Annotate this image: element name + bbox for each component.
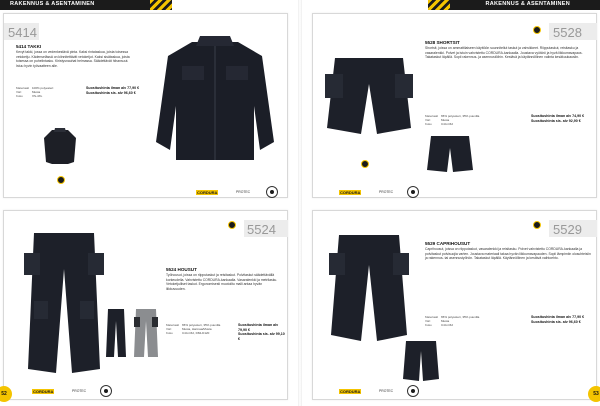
protec-logo: PROTEC: [72, 389, 87, 393]
header-stripe-left: [150, 0, 172, 10]
page-number-left: 52: [0, 386, 12, 402]
product-price: Suositushinta ilman alv 79,90 € Suositushinta sis. alv 99,10 €: [238, 323, 285, 341]
product-description: Shortsit, joissa on ammattilaiseen käyttöön suunnitellut taskut ja vahvikkeet. Riipputaskut, reisitasku ja vasaralenkki. Polvet ja istuin vahvistettu CORDURA-kankaalla. Joustava vyötärö ja hyvä liikkumavapaus. Takataskut läpällä. Sopii rakennus- ja asennustöihin. Kestävä ja käytännöllinen valinta kesäkuukausiin.: [425, 46, 583, 60]
shorts-back-image: [425, 134, 475, 174]
jacket-front-image: [152, 32, 278, 164]
protec-logo: PROTEC: [379, 389, 394, 393]
product-description: Caprihousut, joissa on riipputaskut, vasaralenkki ja reisitasku. Polvet vahvistettu CORDURA-kankaalla ja polvitaskut polvisuojia varten. Joustava materiaali takaa hyvän liikkumavapauden. Sopii lämpimiin olosuhteisiin ja rakennus- tai asennustyöhön. Takataskut läpällä. Käytännöllinen ja kestävä vaihtoehto.: [425, 247, 591, 261]
product-number: 5414: [8, 25, 37, 40]
cordura-logo: CORDURA: [197, 190, 218, 195]
protec-logo: PROTEC: [236, 190, 251, 194]
product-description: Työhousut, joissa on riipputaskut ja reisitaskut. Polvitaskut säädettävällä korkeudella. Vahvistettu CORDURA-kankaalla. Vasaralenkki ja metrilasku. Vetoketjulliset taskut. Ergonomisesti muotoiltu malli antaa hyvän liikkuvuuden.: [166, 273, 278, 291]
jacket-back-image: [42, 126, 78, 166]
shorts-front-image: [323, 54, 415, 136]
product-card-5414: [3, 13, 288, 198]
section-title-left: RAKENNUS & ASENTAMINEN: [10, 1, 95, 7]
product-price: Suositushinta ilman alv 77,90 € Suositushinta sis. alv 96,60 €: [531, 315, 585, 324]
certification-badge: [228, 221, 236, 229]
right-page: [302, 0, 600, 406]
product-specs: Materiaali 65% polyesteri, 35% puuvilla Väri Musta Koko C44-C62: [425, 114, 480, 126]
product-number-bar: [549, 23, 597, 40]
product-specs: Materiaali 65% polyesteri, 35% puuvilla Väri Musta Koko C44-C62: [425, 315, 480, 327]
product-card-5528: [312, 13, 597, 198]
product-number: 5529: [553, 222, 582, 237]
left-page: [0, 0, 298, 406]
section-title-right: RAKENNUS & ASENTAMINEN: [485, 1, 570, 7]
cordura-logo: CORDURA: [340, 389, 361, 394]
product-name: 5524 HOUSUT: [166, 267, 197, 272]
cordura-logo: CORDURA: [340, 190, 361, 195]
product-specs: Materiaali 65% polyesteri, 35% puuvilla Väri Musta, Harmaa/Musta Koko C44-C62, D84-D120: [166, 323, 221, 335]
product-card-5529: [312, 210, 597, 400]
product-name: 5528 SHORTSIT: [425, 40, 460, 45]
certification-badge: [361, 160, 369, 168]
eco-icon: [407, 385, 419, 397]
product-card-5524: [3, 210, 288, 400]
product-number-bar: [4, 23, 39, 40]
product-number-bar: [549, 220, 597, 237]
page-number-right: 53: [588, 386, 600, 402]
product-name: 5529 CAPRIHOUSUT: [425, 241, 471, 246]
capri-front-image: [327, 231, 411, 345]
product-price: Suositushinta ilman alv 74,90 € Suositushinta sis. alv 92,90 €: [531, 114, 585, 123]
header-stripe-right: [428, 0, 450, 10]
product-specs: Materiaali 100% polyesteri Väri Musta Koko XS-4XL: [16, 86, 54, 98]
product-number: 5524: [247, 222, 276, 237]
certification-badge: [57, 176, 65, 184]
product-name: 5414 TAKKI: [16, 44, 42, 49]
trousers-variant-image: [104, 307, 128, 359]
eco-icon: [100, 385, 112, 397]
trousers-front-image: [20, 229, 108, 377]
product-number-bar: [244, 220, 288, 237]
eco-icon: [407, 186, 419, 198]
product-price: Suositushinta ilman alv 77,90 € Suositushinta sis. alv 96,60 €: [86, 86, 140, 95]
protec-logo: PROTEC: [379, 190, 394, 194]
product-number: 5528: [553, 25, 582, 40]
cordura-logo: CORDURA: [33, 389, 54, 394]
product-description: Kevyt takki, jossa on vedenkestävä pinta. Kaksi rintataskua, joista toisessa vetoketju. Kädenselässä on kiinnitettävät vetoketjut. Kaksi sisätaskua, joista toisessa on puhelintasku. Kiristysnauhat helmassa. Säädettävät hihansuut. Istuu hyvin työvaatteen alle.: [16, 50, 130, 68]
certification-badge: [533, 221, 541, 229]
eco-icon: [266, 186, 278, 198]
certification-badge: [533, 26, 541, 34]
trousers-grey-variant-image: [132, 307, 160, 359]
capri-back-image: [401, 339, 441, 383]
